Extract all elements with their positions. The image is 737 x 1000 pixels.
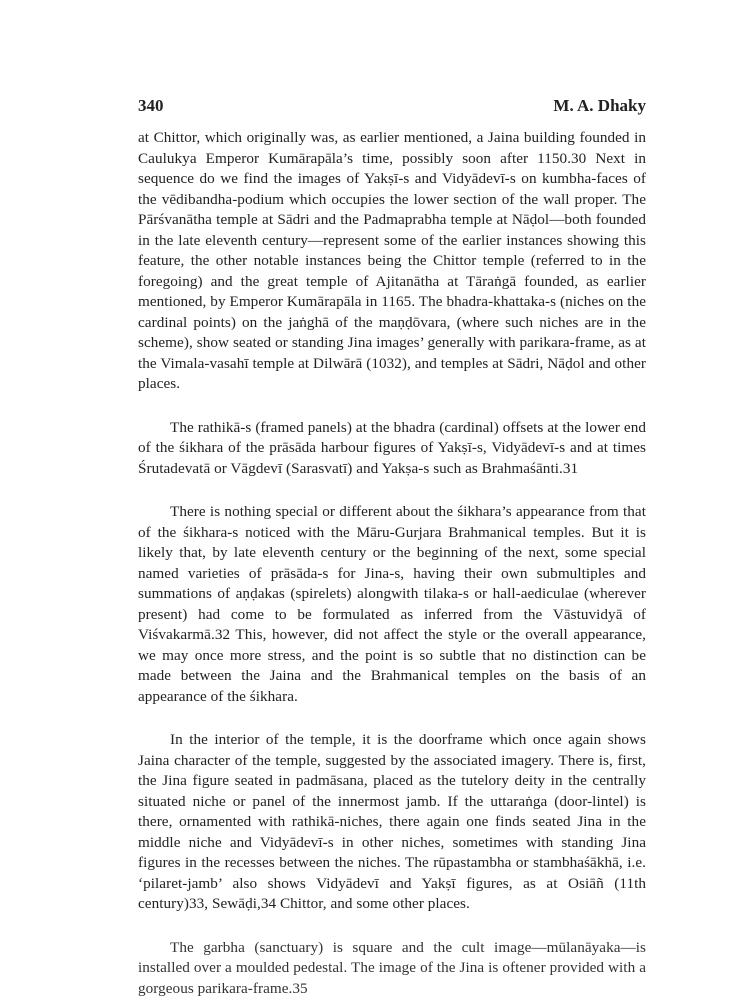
- paragraph-continuation: at Chittor, which originally was, as earlier mentioned, a Jaina building founded in Caulukya Emperor Kumārapāla’s time, possibly soon after 1150.30 Next in sequence do we find the images of Yakṣī-s and Vidyādevī-s on kumbha-faces of the vēdibandha-podium which occupies the lower section of the wall proper. The Pārśvanātha temple at Sādri and the Padmaprabha temple at Nāḍol—both founded in the late eleventh century—represent some of the earlier instances showing this feature, the other notable instances being the Chittor temple (referred to in the foregoing) and the great temple of Ajitanātha at Tāraṅgā founded, as earlier mentioned, by Emperor Kumārapāla in 1165. The bhadra-khattaka-s (niches on the cardinal points) on the jaṅghā of the maṇḍōvara, (where such niches are in the scheme), show seated or standing Jina images’ generally with parikara-frame, as at the Vimala-vasahī temple at Dilwārā (1032), and temples at Sādri, Nāḍol and other places.: [138, 129, 646, 392]
- paragraph-sikhara: There is nothing special or different about the śikhara’s appearance from that of the śikhara-s noticed with the Māru-Gurjara Brahmanical temples. But it is likely that, by late eleventh century or the beginning of the next, some special named varieties of prāsāda-s for Jina-s, having their own submultiples and summations of aṇḍakas (spirelets) alongwith tilaka-s or hall-aediculae (wherever present) had come to be formulated as inferred from the Vāstuvidyā of Viśvakarmā.32 This, however, did not affect the style or the overall appearance, we may once more stress, and the point is so subtle that no distinction can be made between the Jaina and the Brahmanical temples on the basis of an appearance of the śikhara.: [138, 503, 646, 705]
- page-header: [138, 96, 646, 120]
- paragraph-rathika: The rathikā-s (framed panels) at the bhadra (cardinal) offsets at the lower end of the śikhara of the prāsāda harbour figures of Yakṣī-s, Vidyādevī-s and at times Śrutadevatā or Vāgdevī (Sarasvatī) and Yakṣa-s such as Brahmaśānti.31: [138, 418, 646, 477]
- body-text: [138, 128, 646, 999]
- page-number: 340: [138, 96, 164, 115]
- paragraph-interior: In the interior of the temple, it is the doorframe which once again shows Jaina character of the temple, suggested by the associated imagery. There is, first, the Jina figure seated in padmāsana, placed as the tutelory deity in the centrally situated niche or panel of the innermost jamb. If the uttaraṅga (door-lintel) is there, ornamented with rathikā-niches, there again one finds seated Jina in the middle niche and Vidyādevī-s in other niches, sometimes with standing Jina figures in the recesses between the niches. The rūpastambha or stambhaśākhā, i.e. ‘pilaret-jamb’ also shows Vidyādevī and Yakṣī figures, as at Osiāñ (11th century)33, Sewāḍi,34 Chittor, and some other places.: [138, 731, 646, 912]
- running-head-author: M. A. Dhaky: [553, 96, 646, 115]
- paragraph-garbha: The garbha (sanctuary) is square and the cult image—mūlanāyaka—is installed over a moulded pedestal. The image of the Jina is oftener provided with a gorgeous parikara-frame.35: [138, 938, 646, 997]
